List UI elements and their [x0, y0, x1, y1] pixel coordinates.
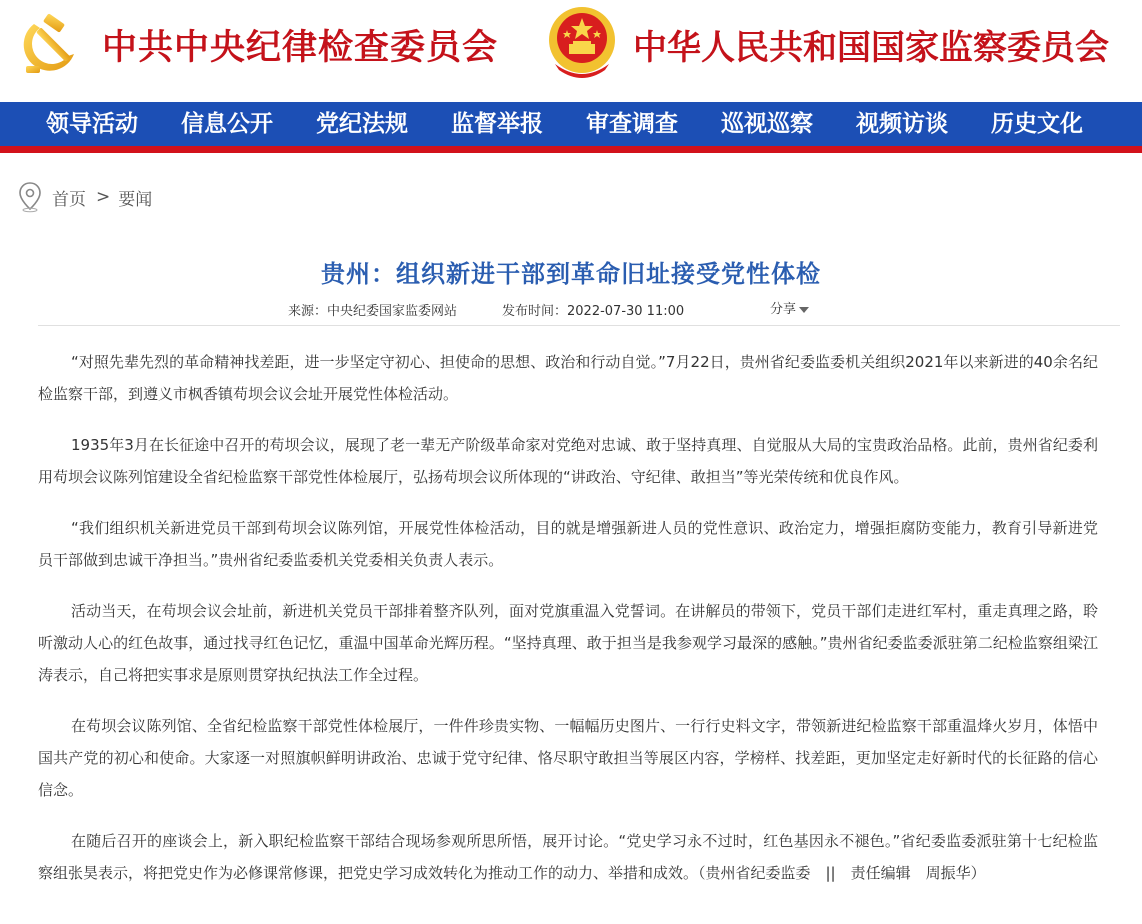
national-commission-title[interactable]: 中华人民共和国国家监察委员会 — [633, 28, 1109, 68]
article-meta — [0, 298, 1142, 320]
main-nav — [0, 102, 1142, 146]
breadcrumb-home-link[interactable]: 首页 — [52, 189, 86, 210]
nav-item-history[interactable]: 历史文化 — [991, 110, 1083, 137]
share-button[interactable] — [770, 298, 809, 317]
article-source: 来源：中央纪委国家监委网站 — [288, 304, 458, 319]
meta-divider — [38, 325, 1120, 326]
hammer-sickle-icon — [20, 10, 86, 76]
nav-item-video[interactable]: 视频访谈 — [856, 110, 948, 137]
nav-item-disclosure[interactable]: 信息公开 — [181, 110, 273, 137]
chevron-down-icon — [799, 307, 809, 313]
cpc-commission-title[interactable]: 中共中央纪律检查委员会 — [102, 27, 499, 68]
article-paragraph: “对照先辈先烈的革命精神找差距，进一步坚定守初心、担使命的思想、政治和行动自觉。”7月22日，贵州省纪委监委机关组织2021年以来新进的40余名纪检监察干部，到遵义市枫香镇苟坝会议会址开展党性体检活动。 — [38, 353, 1098, 403]
article-title: 贵州：组织新进干部到革命旧址接受党性体检 — [321, 260, 821, 289]
article-paragraph: 1935年3月在长征途中召开的苟坝会议，展现了老一辈无产阶级革命家对党绝对忠诚、敢于坚持真理、自觉服从大局的宝贵政治品格。此前，贵州省纪委利用苟坝会议陈列馆建设全省纪检监察干部党性体检展厅，弘扬苟坝会议所体现的“讲政治、守纪律、敢担当”等光荣传统和优良作风。 — [38, 436, 1098, 486]
breadcrumb-separator: > — [96, 187, 111, 207]
nav-item-inspection[interactable]: 巡视巡察 — [721, 110, 813, 137]
breadcrumb-current-link[interactable]: 要闻 — [118, 189, 153, 210]
share-label: 分享 — [770, 302, 797, 317]
breadcrumb — [18, 180, 152, 214]
article-body — [38, 346, 1098, 908]
article-paragraph: “我们组织机关新进党员干部到苟坝会议陈列馆，开展党性体检活动，目的就是增强新进人员的党性意识、政治定力，增强拒腐防变能力，教育引导新进党员干部做到忠诚干净担当。”贵州省纪委监委机关党委相关负责人表示。 — [38, 519, 1098, 569]
site-header — [0, 0, 1142, 102]
nav-item-investigation[interactable]: 审查调查 — [586, 110, 678, 137]
article-publish-time: 发布时间：2022-07-30 11:00 — [502, 304, 685, 319]
national-emblem-icon — [545, 4, 619, 80]
nav-item-leadership[interactable]: 领导活动 — [46, 110, 138, 137]
article-paragraph: 在苟坝会议陈列馆、全省纪检监察干部党性体检展厅，一件件珍贵实物、一幅幅历史图片、一行行史料文字，带领新进纪检监察干部重温烽火岁月，体悟中国共产党的初心和使命。大家逐一对照旗帜鲜明讲政治、忠诚于党守纪律、恪尽职守敢担当等展区内容，学榜样、找差距，更加坚定走好新时代的长征路的信心信念。 — [38, 717, 1098, 799]
location-pin-icon — [18, 181, 42, 213]
article-paragraph: 在随后召开的座谈会上，新入职纪检监察干部结合现场参观所思所悟，展开讨论。“党史学习永不过时，红色基因永不褪色。”省纪委监委派驻第十七纪检监察组张昊表示，将把党史作为必修课常修课，把党史学习成效转化为推动工作的动力、举措和成效。（贵州省纪委监委 || 责任编辑 周振华） — [38, 832, 1098, 882]
nav-red-strip — [0, 146, 1142, 153]
article-paragraph: 活动当天，在苟坝会议会址前，新进机关党员干部排着整齐队列，面对党旗重温入党誓词。在讲解员的带领下，党员干部们走进红军村，重走真理之路，聆听激动人心的红色故事，通过找寻红色记忆，重温中国革命光辉历程。“坚持真理、敢于担当是我参观学习最深的感触。”贵州省纪委监委派驻第二纪检监察组梁江涛表示，自己将把实事求是原则贯穿执纪执法工作全过程。 — [38, 602, 1098, 684]
nav-item-regulations[interactable]: 党纪法规 — [316, 110, 408, 137]
nav-item-report[interactable]: 监督举报 — [451, 110, 543, 137]
